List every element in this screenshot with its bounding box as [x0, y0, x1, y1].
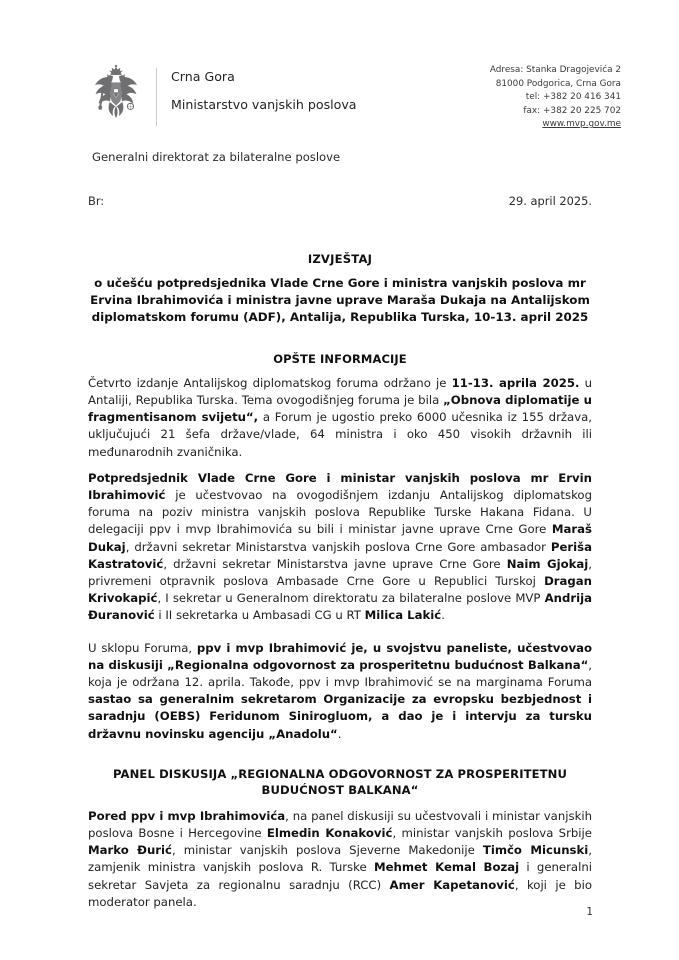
text-run-bold: Andrija Đuranović: [88, 591, 592, 623]
page-number: 1: [586, 906, 593, 918]
directorate-line: Generalni direktorat za bilateralne poslove: [92, 150, 341, 164]
organization-block: [171, 64, 357, 113]
address-block: [490, 64, 621, 132]
text-run-bold: Potpredsjednik Vlade Crne Gore i ministar vanjskih poslova mr Ervin Ibrahimović: [88, 470, 592, 502]
ministry-name: Ministarstvo vanjskih poslova: [171, 97, 357, 112]
reference-label: Br:: [88, 194, 105, 208]
text-run: , privremeni otpravnik poslova Ambasade Crne Gore u Republici Turskoj: [88, 556, 592, 588]
text-run: , državni sekretar Ministarstva javne uprave Crne Gore: [163, 556, 507, 571]
text-run-bold: ppv i mvp Ibrahimović je, u svojstvu paneliste, učestvovao na diskusiji „Regionalna odgovornost za prosperitetnu budućnost Balkana“: [88, 640, 592, 672]
letterhead-divider: [156, 68, 157, 126]
montenegro-coat-of-arms-icon: [90, 64, 142, 126]
text-run: , koja je održana 12. aprila. Takođe, ppv i mvp Ibrahimović se na marginama Foruma: [88, 657, 592, 689]
section-heading-panel: PANEL DISKUSIJA „REGIONALNA ODGOVORNOST ZA PROSPERITETNU BUDUĆNOST BALKANA“: [113, 766, 567, 797]
address-fax: fax: +382 20 225 702: [523, 105, 621, 116]
text-run-bold: Maraš Dukaj: [88, 522, 592, 554]
address-tel: tel: +382 20 416 341: [525, 92, 621, 103]
text-run: , državni sekretar Ministarstva vanjskih poslova Crne Gore ambasador: [125, 539, 551, 554]
text-run-bold: Timčo Micunski: [482, 843, 589, 858]
text-run-bold: Marko Đurić: [88, 843, 172, 858]
address-city: 81000 Podgorica, Crna Gora: [495, 78, 621, 89]
text-run: , zamjenik ministra vanjskih poslova R. Turske: [88, 843, 593, 875]
text-run: , koji je bio moderator panela.: [88, 877, 592, 909]
text-run: U sklopu Foruma,: [88, 640, 197, 655]
paragraph-panel-1: [88, 808, 592, 911]
text-run-bold: Milica Lakić: [364, 608, 442, 623]
paragraph-general-3: [88, 640, 592, 743]
paragraph-general-1: [88, 375, 592, 461]
text-run-bold: Mehmet Kemal Bozaj: [373, 860, 520, 875]
address-street: Adresa: Stanka Dragojevića 2: [489, 65, 621, 75]
document-subtitle: o učešću potpredsjednika Vlade Crne Gore i ministra vanjskih poslova mr Ervina Ibrahimovića i ministra javne uprave Maraša Dukaja na Antalijskom diplomatskom forumu (ADF), Antalija, Republika Turska, 10-13. april 2025: [90, 276, 590, 324]
document-title: IZVJEŠTAJ: [307, 252, 373, 266]
text-run-bold: Periša Kastratović: [88, 539, 592, 571]
text-run-bold: Dragan Krivokapić: [88, 573, 592, 606]
text-run: a Forum je ugostio preko 6000 učesnika iz 155 država, uključujući 21 šefa države/vlade, 64 ministra i oko 450 visokih državnih ili međunarodnih zvaničnika.: [88, 410, 592, 459]
text-run: , ministar vanjskih poslova Sjeverne Makedonije: [171, 843, 483, 858]
text-run: , ministar vanjskih poslova Srbije: [392, 825, 592, 840]
letterhead: [0, 64, 679, 132]
text-run-bold: Naim Gjokaj: [506, 556, 589, 571]
paragraph-general-2: [88, 470, 592, 625]
text-run: .: [441, 608, 445, 623]
text-run: , I sekretar u Generalnom direktoratu za bilateralne poslove MVP: [157, 591, 545, 606]
text-run-bold: 11-13. aprila 2025.: [451, 375, 580, 390]
document-body: [88, 252, 592, 911]
text-run-bold: Amer Kapetanović: [389, 877, 515, 892]
reference-date-row: [88, 194, 592, 208]
section-heading-general-info: OPŠTE INFORMACIJE: [273, 351, 407, 366]
text-run: je učestvovao na ovogodišnjem izdanju Antalijskog diplomatskog foruma na poziv ministra vanjskih poslova Republike Turske Hakana Fidana. U delegaciji ppv i mvp Ibrahimovića su bili i ministar javne uprave Crne Gore: [88, 487, 592, 537]
text-run: u Antaliji, Republika Turska. Tema ovogodišnjeg foruma je bila: [88, 375, 593, 407]
text-run-bold: Pored ppv i mvp Ibrahimovića: [88, 808, 286, 823]
text-run: , na panel diskusiji su učestvovali i ministar vanjskih poslova Bosne i Hercegovine: [88, 808, 592, 840]
text-run: Četvrto izdanje Antalijskog diplomatskog foruma održano je: [88, 375, 452, 390]
text-run: .: [337, 726, 342, 741]
text-run-bold: sastao sa generalnim sekretarom Organizacije za evropsku bezbjednost i saradnju (OEBS) Feridunom Sinirogluom, a dao je i intervju za tursku državnu novinsku agenciju „Anadolu“: [88, 692, 592, 741]
organization-name: Crna Gora: [171, 69, 235, 84]
text-run: i generalni sekretar Savjeta za regionalnu saradnju (RCC): [88, 860, 592, 892]
text-run-bold: „Obnova diplomatije u fragmentisanom svijetu“,: [88, 392, 592, 425]
address-website-link[interactable]: www.mvp.gov.me: [542, 119, 621, 130]
text-run: i II sekretarka u Ambasadi CG u RT: [154, 608, 365, 623]
document-date: 29. april 2025.: [508, 194, 592, 208]
crest-container: [82, 64, 150, 126]
text-run-bold: Elmedin Konaković: [266, 825, 393, 840]
